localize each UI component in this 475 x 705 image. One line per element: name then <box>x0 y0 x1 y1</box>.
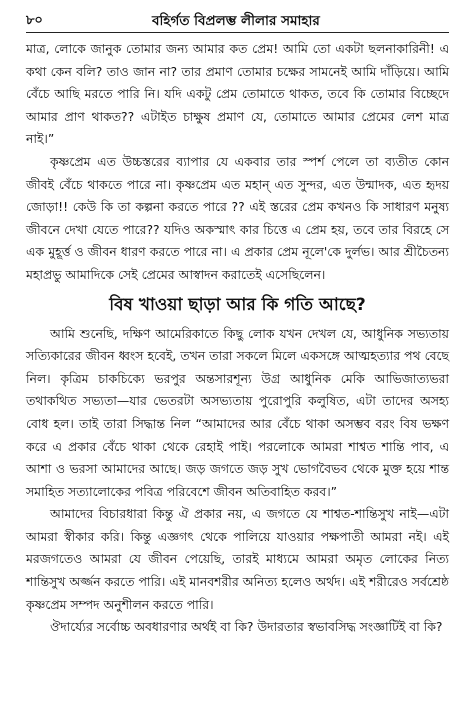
paragraph: আমাদের বিচারধারা কিন্তু ঐ প্রকার নয়, এ জগতে যে শাশ্বত-শান্তিসুখ নাই—এটা আমরা স্বীকার করি। কিন্তু এজ্ঞগৎ থেকে পালিয়ে যাওয়ার পক্ষপাতী আমরা নই। এই মরজগতেও আমরা যে জীবন পেয়েছি, তারই মাধ্যমে আমরা অমৃত লোকের নিত্য শান্তিসুখ অর্জ্জন করতে পারি। এই মানবশরীর অনিত্য হলেও অর্থদ। এই শরীরেও সর্বশ্রেষ্ঠ কৃষ্ণপ্রেম সম্পদ অনুশীলন করতে পারি। <box>26 506 449 612</box>
page-body <box>26 38 449 639</box>
running-title: বহির্গত বিপ্রলম্ভ লীলার সমাহার <box>152 12 320 29</box>
page-number: ৮০ <box>26 12 43 28</box>
paragraph: আমি শুনেছি, দক্ষিণ আমেরিকাতে কিছু লোক যখন দেখল যে, আধুনিক সভ্যতায় সত্যিকারের জীবন ধ্বংস হবেই, তখন তারা সকলে মিলে একসঙ্গে আত্মহত্যার পথ বেছে নিল। কৃত্রিম চাকচিক্যে ভরপুর অন্তসারশূন্য উগ্র আধুনিক মেকি আভিজাত্যভরা তথাকথিত সভ্যতা—যার ভেতরটা অসভ্যতায় পুরোপুরি কলুষিত, এটা তাদের অসহ্য বোধ হল। তাই তারা সিদ্ধান্ত নিল “আমাদের আর বেঁচে থাকা অসম্ভব বরং বিষ ভক্ষণ করে এ প্রকার বেঁচে থাকা থেকে রেহাই পাই। পরলোকে আমরা শাশ্বত শান্তি পাব, এ আশা ও ভরসা আমাদের আছে। জড় জগতে জড় সুখ ভোগবৈভব থেকে মুক্ত হয়ে শান্ত সমাহিত সত্যালোকের পবিত্র পরিবেশে জীবন অতিবাহিত করব।” <box>26 325 449 499</box>
page-header <box>26 10 449 33</box>
paragraph: ঔদার্য্যের সর্বোচ্চ অবধারণার অর্থই বা কি? উদারতার স্বভাবসিদ্ধ সংজ্ঞাটিই বা কি? <box>50 619 443 635</box>
section-heading: বিষ খাওয়া ছাড়া আর কি গতি আছে? <box>109 294 366 315</box>
paragraph: কৃষ্ণপ্রেম এত উচ্চস্তরের ব্যাপার যে একবার তার স্পর্শ পেলে তা ব্যতীত কোন জীবই বেঁচে থাকতে পারে না। কৃষ্ণপ্রেম এত মহান্‌ এত সুন্দর, এত উন্মাদক, এত হৃদয় জোড়া!! কেউ কি তা কল্পনা করতে পারে ?? এই স্তরের প্রেম কখনও কি সাধারণ মনুষ্য জীবনে দেখা যেতে পারে?? যদিও অকস্মাৎ কার চিত্তে এ প্রেম হয়, তবে তার বিরহে সে এক মুহূর্ত্ত ও জীবন ধারণ করতে পারে না। এ প্রকার প্রেম নূলে'কে দুর্লভ। আর শ্রীচৈতন্য মহাপ্রভু আমাদিকে সেই প্রেমের আস্বাদন করাতেই এসেছিলেন। <box>26 153 449 282</box>
paragraph: মাত্র, লোকে জানুক তোমার জন্য আমার কত প্রেম! আমি তো একটা ছলনাকারিনী! এ কথা কেন বলি? তাও জান না? তার প্রমাণ তোমার চক্ষের সামনেই আমি দাঁড়িয়ে। আমি বেঁচে আছি মরতে পারি নি। যদি একটু প্রেম তোমাতে থাকত, তবে কি তোমার বিচ্ছেদে আমার প্রাণ থাকত?? এটাইত চাক্ষুষ প্রমাণ যে, তোমাতে আমার প্রেমের লেশ মাত্র নাই।” <box>26 41 449 147</box>
